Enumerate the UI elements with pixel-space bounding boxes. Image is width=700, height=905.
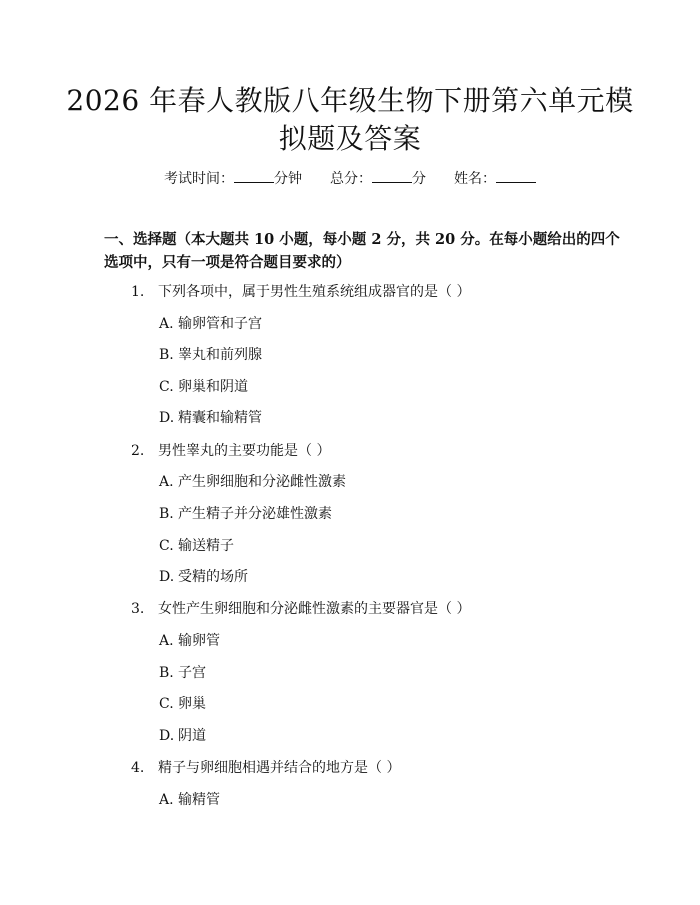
question-text: 男性睾丸的主要功能是（ ） bbox=[158, 443, 331, 459]
option-letter: C. bbox=[159, 379, 174, 395]
exam-time-unit: 分钟 bbox=[274, 171, 302, 187]
option-text: 产生卵细胞和分泌雌性激素 bbox=[178, 474, 346, 490]
question-3-option-d bbox=[159, 726, 206, 746]
question-number: 1. bbox=[131, 284, 145, 300]
question-2 bbox=[131, 441, 330, 461]
option-text: 产生精子并分泌雄性激素 bbox=[178, 506, 332, 522]
question-2-option-d bbox=[159, 567, 248, 587]
question-1-option-d bbox=[159, 408, 262, 428]
total-score-field bbox=[330, 168, 426, 189]
exam-time-blank bbox=[234, 168, 274, 183]
option-letter: C. bbox=[159, 538, 174, 554]
question-number: 2. bbox=[131, 443, 145, 459]
student-name-field bbox=[454, 168, 536, 189]
option-letter: A. bbox=[159, 633, 174, 649]
exam-time-field bbox=[164, 168, 302, 189]
title-line-1: 2026 年春人教版八年级生物下册第六单元模 bbox=[66, 84, 634, 117]
question-text: 女性产生卵细胞和分泌雌性激素的主要器官是（ ） bbox=[158, 601, 471, 617]
option-text: 输精管 bbox=[178, 792, 220, 808]
option-text: 阴道 bbox=[178, 728, 206, 744]
question-1-option-c bbox=[159, 377, 248, 397]
option-text: 受精的场所 bbox=[178, 569, 248, 585]
title-line-2: 拟题及答案 bbox=[278, 122, 422, 155]
option-text: 子宫 bbox=[178, 665, 206, 681]
question-1-option-a bbox=[159, 314, 262, 334]
option-letter: B. bbox=[159, 665, 174, 681]
option-letter: D. bbox=[159, 569, 175, 585]
option-text: 精囊和输精管 bbox=[178, 410, 262, 426]
option-letter: A. bbox=[159, 474, 174, 490]
question-2-option-b bbox=[159, 504, 332, 524]
option-letter: B. bbox=[159, 347, 174, 363]
question-number: 3. bbox=[131, 601, 145, 617]
exam-time-label: 考试时间： bbox=[164, 171, 234, 187]
student-name-label: 姓名： bbox=[454, 171, 496, 187]
question-3-option-c bbox=[159, 694, 206, 714]
section-heading: 一、选择题（本大题共 10 小题，每小题 2 分，共 20 分。在每小题给出的四个选项中，只有一项是符合题目要求的） bbox=[104, 231, 620, 271]
option-text: 睾丸和前列腺 bbox=[178, 347, 262, 363]
question-2-option-c bbox=[159, 536, 234, 556]
exam-title bbox=[60, 82, 640, 158]
option-letter: A. bbox=[159, 792, 174, 808]
total-score-blank bbox=[372, 168, 412, 183]
question-2-option-a bbox=[159, 472, 346, 492]
option-letter: D. bbox=[159, 410, 175, 426]
question-3 bbox=[131, 599, 470, 619]
option-text: 输卵管和子宫 bbox=[178, 316, 262, 332]
option-text: 输送精子 bbox=[178, 538, 234, 554]
question-4 bbox=[131, 758, 400, 778]
option-text: 输卵管 bbox=[178, 633, 220, 649]
question-text: 下列各项中，属于男性生殖系统组成器官的是（ ） bbox=[158, 284, 471, 300]
student-name-blank bbox=[496, 168, 536, 183]
total-score-unit: 分 bbox=[412, 171, 426, 187]
question-1 bbox=[131, 282, 470, 302]
option-letter: D. bbox=[159, 728, 175, 744]
question-1-option-b bbox=[159, 345, 262, 365]
question-3-option-a bbox=[159, 631, 220, 651]
question-3-option-b bbox=[159, 663, 206, 683]
option-letter: A. bbox=[159, 316, 174, 332]
question-4-option-a bbox=[159, 790, 220, 810]
option-letter: B. bbox=[159, 506, 174, 522]
question-text: 精子与卵细胞相遇并结合的地方是（ ） bbox=[158, 760, 401, 776]
option-letter: C. bbox=[159, 696, 174, 712]
option-text: 卵巢和阴道 bbox=[178, 379, 248, 395]
option-text: 卵巢 bbox=[178, 696, 206, 712]
total-score-label: 总分： bbox=[330, 171, 372, 187]
question-number: 4. bbox=[131, 760, 145, 776]
